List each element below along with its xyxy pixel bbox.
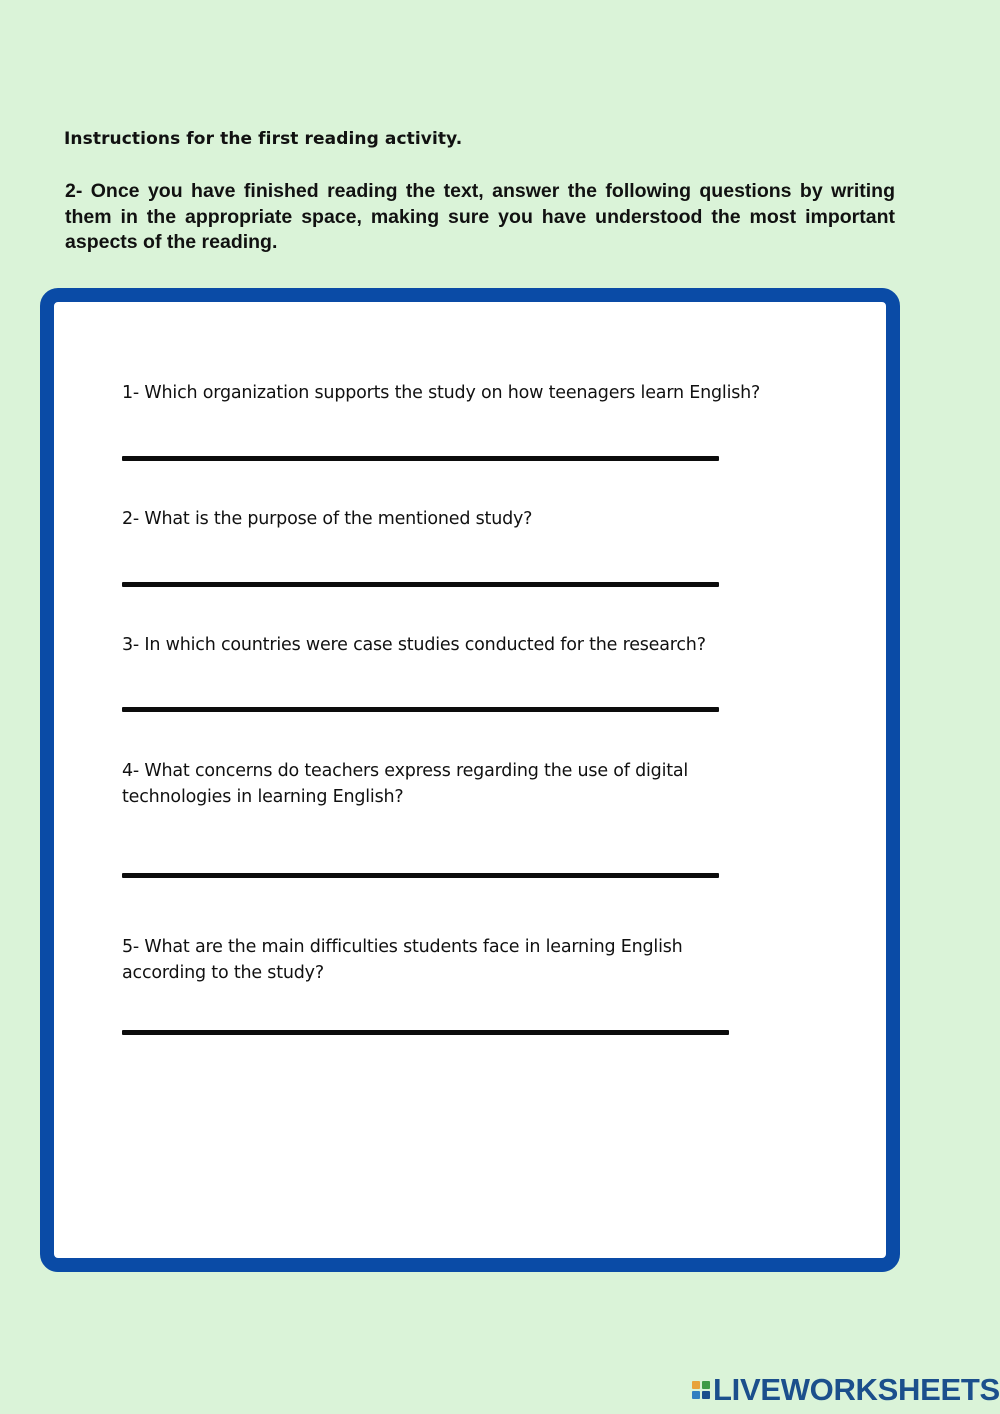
answer-line-2[interactable] — [122, 582, 719, 587]
brand-name: LIVEWORKSHEETS — [713, 1372, 1000, 1407]
logo-square-4 — [702, 1391, 710, 1399]
footer-logo — [692, 1374, 1000, 1405]
question-2: 2- What is the purpose of the mentioned study? — [122, 509, 533, 529]
question-5: 5- What are the main difficulties students face in learning English according to the study? — [122, 937, 683, 983]
logo-square-2 — [702, 1381, 710, 1389]
answer-line-3[interactable] — [122, 707, 719, 712]
question-1: 1- Which organization supports the study on how teenagers learn English? — [122, 383, 761, 403]
instructions-body: 2- Once you have finished reading the text, answer the following questions by writing them in the appropriate space, making sure you have understood the most important aspects of the reading. — [65, 180, 895, 253]
question-3: 3- In which countries were case studies conducted for the research? — [122, 635, 706, 655]
question-4: 4- What concerns do teachers express regarding the use of digital technologies in learning English? — [122, 761, 689, 807]
answer-line-1[interactable] — [122, 456, 719, 461]
liveworksheets-logo-icon — [692, 1381, 710, 1399]
logo-square-3 — [692, 1391, 700, 1399]
answer-line-4[interactable] — [122, 873, 719, 878]
instructions-title: Instructions for the first reading activity. — [64, 129, 463, 149]
logo-square-1 — [692, 1381, 700, 1389]
answer-line-5[interactable] — [122, 1030, 729, 1035]
